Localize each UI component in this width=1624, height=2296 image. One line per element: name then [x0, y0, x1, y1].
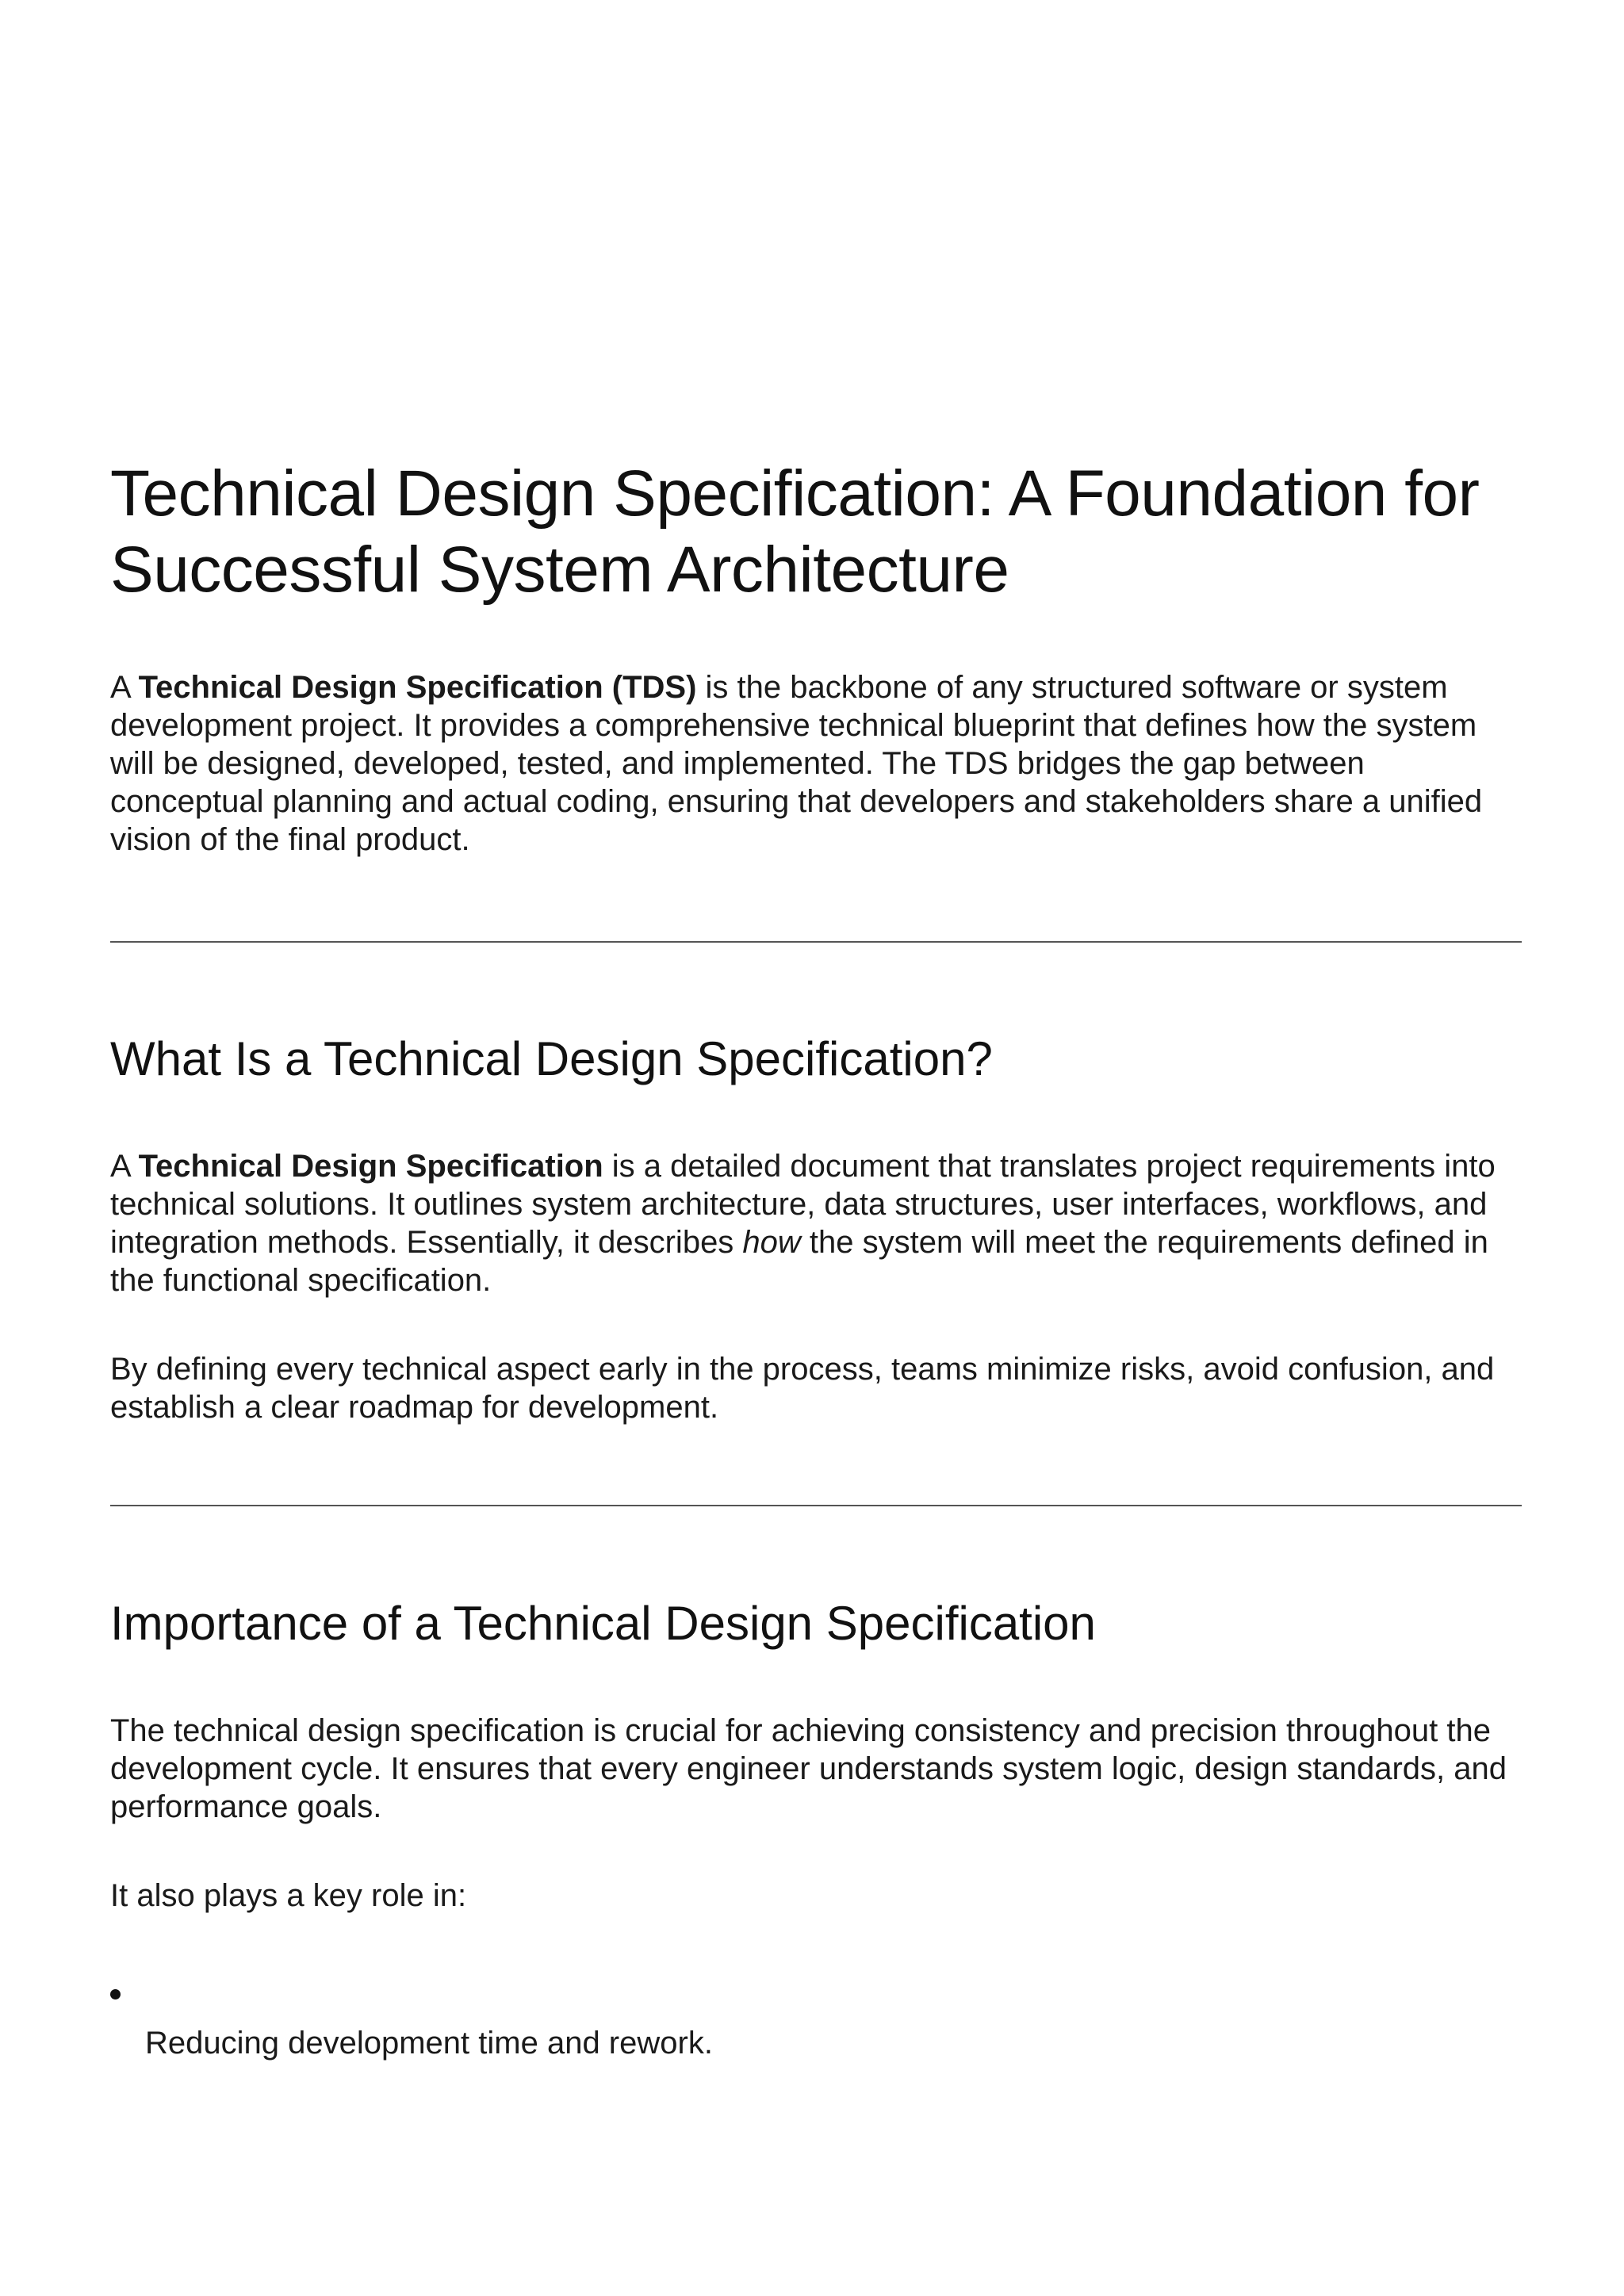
what-is-middle: is a detailed document that translates project requirements into technical solutions. It outlines system architecture, data structures, user interfaces, workflows, and integration methods. Essentially, it describes [110, 1149, 1496, 1260]
list-item-text: Reducing development time and rework. [145, 2026, 713, 2061]
bullet-dot-icon [110, 1989, 121, 1999]
intro-paragraph [110, 668, 1522, 859]
importance-paragraph: The technical design specification is crucial for achieving consistency and precision throughout the development cycle. It ensures that every engineer understands system logic, design standards, and performance goals. [110, 1713, 1507, 1824]
what-is-emphasis: how [742, 1225, 801, 1260]
what-is-paragraph [110, 1147, 1522, 1299]
roadmap-paragraph: By defining every technical aspect early in the process, teams minimize risks, avoid confusion, and establish a clear roadmap for development. [110, 1352, 1495, 1425]
intro-term: Technical Design Specification (TDS) [138, 670, 697, 705]
key-role-intro: It also plays a key role in: [110, 1878, 467, 1913]
intro-body: is the backbone of any structured software or system development project. It provides a comprehensive technical blueprint that defines how the system will be designed, developed, tested, and implemented. The TDS bridges the gap between conceptual planning and actual coding, ensuring that developers and stakeholders share a unified vision of the final product. [110, 670, 1483, 857]
what-is-term: Technical Design Specification [138, 1149, 603, 1184]
section-divider [110, 941, 1522, 943]
intro-prefix: A [110, 670, 139, 705]
what-is-prefix: A [110, 1149, 139, 1184]
section-divider [110, 1505, 1522, 1506]
page-title: Technical Design Specification: A Foundation for Successful System Architecture [110, 457, 1480, 606]
what-is-rest: the system will meet the requirements defined in the functional specification. [110, 1225, 1488, 1298]
section-heading-importance: Importance of a Technical Design Specification [110, 1597, 1096, 1650]
section-heading-what-is: What Is a Technical Design Specification? [110, 1032, 993, 1085]
